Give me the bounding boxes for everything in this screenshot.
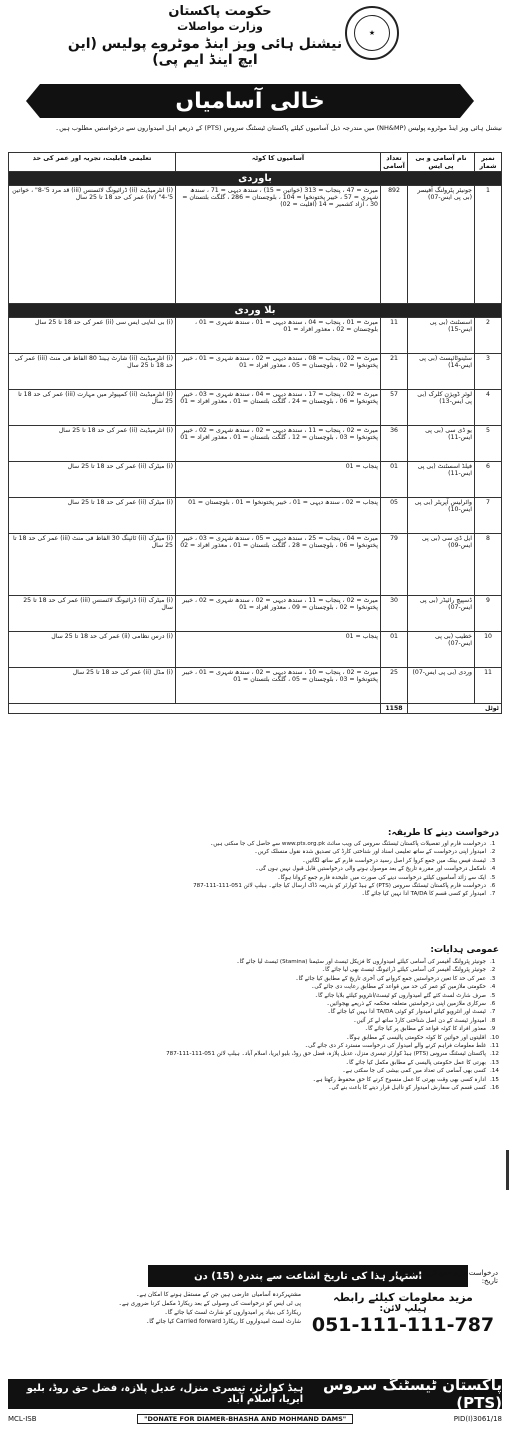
list-text: ادارہ کسی بھی وقت بھرتی کا عمل منسوخ کرنے کا حق محفوظ رکھتا ہے۔ — [312, 1076, 486, 1083]
list-number: 4. — [490, 984, 496, 991]
row-count: 01 — [381, 462, 408, 498]
total-empty — [9, 704, 381, 714]
government-title: حکومت پاکستان — [168, 4, 272, 19]
list-number: 7. — [490, 1009, 496, 1016]
row-sr: 4 — [475, 390, 502, 426]
row-qualification: (i) مڈل (ii) عمر کی حد 18 تا 25 سال — [9, 668, 176, 704]
row-post: خطیب (بی پی ایس-07) — [408, 632, 475, 668]
list-text: عمر کی حد کا تعین درخواستیں جمع کروانے کی آخری تاریخ کے مطابق کیا جائے گا۔ — [295, 975, 486, 982]
row-post: جونیئر پٹرولنگ آفیسر (بی پی ایس-07) — [408, 186, 475, 304]
row-count: 30 — [381, 596, 408, 632]
total-label: ٹوٹل — [408, 704, 502, 714]
row-sr: 5 — [475, 426, 502, 462]
list-number: 6. — [490, 883, 496, 890]
list-number: 2. — [490, 967, 496, 974]
list-number: 3. — [490, 975, 496, 982]
table-row — [9, 596, 502, 632]
row-qualification: (i) انٹرمیڈیٹ (ii) شارٹ ہینڈ 80 الفاظ فی منٹ (iii) عمر کی حد 18 تا 25 سال — [9, 354, 176, 390]
posts-table — [8, 152, 502, 714]
list-text: درخواست فارم اور تفصیلات پاکستان ٹیسٹنگ سروس کی ویب سائٹ www.pts.org.pk سے حاصل کی جا سکتی ہیں۔ — [209, 841, 486, 847]
list-text: سرکاری ملازمین اپنی درخواستیں متعلقہ محکمہ کے ذریعے بھجوائیں۔ — [326, 1001, 486, 1008]
list-number: 13. — [490, 1059, 499, 1066]
list-text: اقلیتوں اور خواتین کا کوٹہ حکومتی پالیسی کے مطابق ہوگا۔ — [346, 1034, 486, 1041]
bottom-section — [8, 1265, 502, 1377]
apply-step — [8, 840, 502, 848]
table-row — [9, 462, 502, 498]
list-number: 7. — [490, 891, 496, 898]
row-sr: 7 — [475, 498, 502, 534]
row-sr: 10 — [475, 632, 502, 668]
row-count: 05 — [381, 498, 408, 534]
list-number: 12. — [490, 1051, 499, 1058]
row-quota: پنجاب = 01 — [176, 632, 381, 668]
bottom-note: مشتہرکردہ آسامیاں عارضی ہیں جن کے مستقل ہونے کا امکان ہے۔ — [136, 1292, 301, 1298]
row-quota: میرٹ = 47 ، پنجاب = 313 (خواتین = 15) ، سندھ دیہی = 71 ، سندھ شہری = 57 ، خیبر پختونخوا = 104 ، بلوچستان = 286 ، گلگت بلتستان = 30 ، آزاد کشمیر = 14 (اقلیت = 02) — [176, 186, 381, 304]
list-number: 8. — [490, 1017, 496, 1024]
row-post: یو ڈی سی (بی پی ایس-11) — [408, 426, 475, 462]
table-row — [9, 186, 502, 304]
contact-title: مزید معلومات کیلئے رابطہ — [333, 1291, 473, 1304]
list-number: 1. — [490, 841, 496, 847]
row-quota: میرٹ = 02 ، پنجاب = 08 ، سندھ دیہی = 02 ، سندھ شہری = 01 ، خیبر پختونخوا = 02 ، بلوچستان = 05 ، معذور افراد = 01 — [176, 354, 381, 390]
row-count: 892 — [381, 186, 408, 304]
row-count: 01 — [381, 632, 408, 668]
instruction-item — [8, 1042, 502, 1050]
instruction-item — [8, 1059, 502, 1067]
list-number: 9. — [490, 1026, 496, 1033]
instruction-item — [8, 958, 502, 966]
row-qualification: (i) انٹرمیڈیٹ (ii) عمر کی حد 18 تا 25 سال — [9, 426, 176, 462]
instruction-item — [8, 1017, 502, 1025]
apply-step — [8, 882, 502, 890]
general-instructions-title: عمومی ہدایات: — [430, 945, 499, 955]
bottom-note: شارٹ لسٹ امیدواروں کا ریکارڈ Carried forward کیا جائے گا۔ — [145, 1319, 301, 1325]
row-sr: 8 — [475, 534, 502, 596]
list-number: 11. — [490, 1043, 499, 1050]
row-count: 79 — [381, 534, 408, 596]
row-quota: میرٹ = 02 ، پنجاب = 17 ، سندھ دیہی = 04 ، سندھ شہری = 03 ، خیبر پختونخوا = 06 ، بلوچستان = 24 ، گلگت بلتستان = 01 ، معذور افراد = 01 — [176, 390, 381, 426]
total-row — [9, 704, 502, 714]
table-row — [9, 390, 502, 426]
contact-box — [308, 1291, 498, 1336]
row-post: فیلڈ اسسٹنٹ (بی پی ایس-11) — [408, 462, 475, 498]
col-qualification: تعلیمی قابلیت، تجربہ اور عمر کی حد — [9, 153, 176, 172]
apply-step — [8, 865, 502, 873]
category-nonuniform — [9, 304, 502, 318]
col-count: تعداد آسامی — [381, 153, 408, 172]
bottom-note: پی ٹی ایس کو درخواست کی وصولی کے بعد ریکارڈ مکمل کرنا ضروری ہے۔ — [118, 1301, 301, 1307]
list-text: درخواست فارم پاکستان ٹیسٹنگ سروس (PTS) کے ہیڈ کوارٹر کو بذریعہ ڈاک ارسال کیا جائے۔ ہیلپ لائن 051-111-111-787 — [193, 883, 486, 890]
category-uniform — [9, 172, 502, 186]
category-nonuniform-label: بلا وردی — [9, 304, 502, 318]
list-number: 1. — [490, 959, 496, 965]
list-text: کسی قسم کی سفارش امیدوار کو نااہل قرار دینے کا باعث بنے گی۔ — [328, 1085, 486, 1092]
list-number: 5. — [490, 874, 496, 881]
list-text: امیدوار کو کسی قسم کا TA/DA ادا نہیں کیا جائے گا۔ — [361, 891, 486, 898]
row-quota: میرٹ = 02 ، پنجاب = 11 ، سندھ دیہی = 02 ، سندھ شہری = 02 ، خیبر پختونخوا = 02 ، بلوچستان = 09 ، معذور افراد = 01 — [176, 596, 381, 632]
list-text: غلط معلومات فراہم کرنے والے امیدوار کی درخواست مسترد کر دی جائے گی۔ — [304, 1043, 486, 1050]
row-qualification: (i) انٹرمیڈیٹ (ii) ڈرائیونگ لائسنس (iii) قد مرد 5'-8" ، خواتین 5'-4" (iv) عمر کی حد 18 تا 25 سال — [9, 186, 176, 304]
instruction-item — [8, 1067, 502, 1075]
list-text: نامکمل درخواست اور مقررہ تاریخ کے بعد موصول ہونے والی درخواستیں قابل قبول نہیں ہوں گی۔ — [255, 866, 486, 873]
list-number: 2. — [490, 849, 496, 856]
row-quota: پنجاب = 02 ، سندھ دیہی = 01 ، خیبر پختونخوا = 01 ، بلوچستان = 01 — [176, 498, 381, 534]
category-uniform-label: باوردی — [9, 172, 502, 186]
apply-step — [8, 874, 502, 882]
last-date-label: درخواست فارم جمع کروانے کی آخری تاریخ: — [389, 1269, 498, 1285]
intro-text: نیشنل ہائی ویز اینڈ موٹروے پولیس (NH&MP) میں مندرجہ ذیل آسامیوں کیلئے پاکستان ٹیسٹنگ سروس (PTS) کے ذریعے اہل امیدواروں سے درخواستیں مطلوب ہیں۔ — [55, 124, 502, 132]
pid-code: PID(I)3061/18 — [453, 1415, 502, 1423]
nhmp-logo — [345, 6, 399, 60]
instruction-item — [8, 1076, 502, 1084]
last-date-banner: اشتہار ہذا کی تاریخ اشاعت سے پندرہ (15) دن — [148, 1265, 468, 1287]
table-header-row — [9, 153, 502, 172]
instruction-item — [8, 992, 502, 1000]
list-number: 10. — [490, 1034, 499, 1041]
list-text: بھرتی کا عمل حکومتی پالیسی کے مطابق مکمل کیا جائے گا۔ — [345, 1059, 486, 1066]
table-row — [9, 498, 502, 534]
list-number: 14. — [490, 1068, 499, 1075]
vacancies-banner: خالی آسامیاں — [40, 84, 460, 118]
table-row — [9, 534, 502, 596]
nhmp-title: نیشنل ہائی ویز اینڈ موٹروے پولیس (این ایچ اینڈ ایم پی) — [67, 36, 343, 68]
list-text: کسی بھی آسامی کی تعداد میں کمی بیشی کی جا سکتی ہے۔ — [342, 1068, 486, 1075]
pts-name: پاکستان ٹیسٹنگ سروس (PTS) — [323, 1376, 502, 1412]
bottom-note: ریکارڈ کی بنیاد پر امیدواروں کو شارٹ لسٹ کیا جائے گا۔ — [164, 1310, 301, 1316]
row-quota: میرٹ = 02 ، پنجاب = 11 ، سندھ دیہی = 02 ، سندھ شہری = 02 ، خیبر پختونخوا = 03 ، بلوچستان = 12 ، گلگت بلتستان = 01 ، معذور افراد = 01 — [176, 426, 381, 462]
list-number: 3. — [490, 857, 496, 864]
table-row — [9, 426, 502, 462]
col-sr: نمبر شمار — [475, 153, 502, 172]
row-sr: 11 — [475, 668, 502, 704]
row-sr: 9 — [475, 596, 502, 632]
list-number: 6. — [490, 1001, 496, 1008]
row-post: سٹینوٹائپسٹ (بی پی ایس-14) — [408, 354, 475, 390]
table-row — [9, 354, 502, 390]
row-sr: 3 — [475, 354, 502, 390]
instruction-item — [8, 983, 502, 991]
donate-slogan: "DONATE FOR DIAMER-BHASHA AND MOHMAND DAMS" — [137, 1414, 353, 1424]
row-post: لوئر ڈویژن کلرک (بی پی ایس-13) — [408, 390, 475, 426]
row-qualification: (i) درس نظامی (ii) عمر کی حد 18 تا 25 سال — [9, 632, 176, 668]
instruction-item — [8, 1008, 502, 1016]
list-text: معذور افراد کا کوٹہ قواعد کے مطابق پر کیا جائے گا۔ — [364, 1026, 486, 1033]
how-to-apply-list — [8, 840, 502, 899]
instruction-item — [8, 975, 502, 983]
list-number: 5. — [490, 992, 496, 999]
row-count: 36 — [381, 426, 408, 462]
row-qualification: (i) انٹرمیڈیٹ (ii) کمپیوٹر میں مہارت (iii) عمر کی حد 18 تا 25 سال — [9, 390, 176, 426]
instruction-item — [8, 1034, 502, 1042]
bottom-notes — [16, 1291, 301, 1327]
ad-header — [0, 0, 509, 80]
list-text: صرف شارٹ لسٹ کئے گئے امیدواروں کو ٹیسٹ/انٹرویو کیلئے بلایا جائے گا۔ — [314, 992, 486, 999]
ministry-title: وزارت مواصلات — [177, 20, 263, 33]
row-post: ڈسپیچ رائیڈر (بی پی ایس-07) — [408, 596, 475, 632]
apply-step — [8, 857, 502, 865]
row-qualification: (i) میٹرک (ii) عمر کی حد 18 تا 25 سال — [9, 498, 176, 534]
mcl-code: MCL-ISB — [8, 1415, 37, 1423]
table-row — [9, 632, 502, 668]
list-text: امیدوار ٹیسٹ کے دن اصل شناختی کارڈ ساتھ لے کر آئیں۔ — [353, 1017, 486, 1024]
row-count: 11 — [381, 318, 408, 354]
row-sr: 6 — [475, 462, 502, 498]
row-count: 21 — [381, 354, 408, 390]
row-qualification: (i) میٹرک (ii) عمر کی حد 18 تا 25 سال — [9, 462, 176, 498]
row-count: 57 — [381, 390, 408, 426]
instruction-item — [8, 1025, 502, 1033]
list-text: جونیئر پٹرولنگ آفیسر کی آسامی کیلئے امیدواروں کا فزیکل ٹیسٹ اور سٹیمنا (Stamina) ٹیسٹ لیا جائے گا۔ — [236, 959, 486, 965]
list-text: پاکستان ٹیسٹنگ سروس (PTS) ہیڈ کوارٹر تیسری منزل، عدیل پلازہ، فضل حق روڈ، بلیو ایریا، اسلام آباد۔ ہیلپ لائن 051-111-111-787 — [166, 1051, 486, 1058]
list-number: 15. — [490, 1076, 499, 1083]
list-text: ٹیسٹ اور انٹرویو کیلئے امیدوار کو کوئی TA/DA ادا نہیں کیا جائے گا۔ — [327, 1009, 486, 1016]
instruction-item — [8, 1050, 502, 1058]
pts-footer — [8, 1376, 502, 1412]
table-row — [9, 318, 502, 354]
list-text: ایک سے زائد آسامیوں کیلئے درخواست دینے کی صورت میں علیحدہ فارم جمع کروانا ہوگا۔ — [277, 874, 486, 881]
row-post: وردی (بی پی ایس-07) — [408, 668, 475, 704]
row-post: اسسٹنٹ (بی پی ایس-15) — [408, 318, 475, 354]
logo-inner: ★ — [354, 15, 390, 51]
row-qualification: (i) میٹرک (ii) ڈرائیونگ لائسنس (iii) عمر کی حد 18 تا 25 سال — [9, 596, 176, 632]
row-post: ایل ڈی سی (بی پی ایس-09) — [408, 534, 475, 596]
instruction-item — [8, 1000, 502, 1008]
apply-step — [8, 848, 502, 856]
list-number: 16. — [490, 1085, 499, 1092]
row-sr: 2 — [475, 318, 502, 354]
list-text: جونیئر پٹرولنگ آفیسر کی آسامی کیلئے ڈرائیونگ ٹیسٹ بھی لیا جائے گا۔ — [321, 967, 486, 974]
col-post: نام آسامی و بی پی ایس — [408, 153, 475, 172]
row-count: 25 — [381, 668, 408, 704]
footer-line — [8, 1412, 502, 1426]
row-sr: 1 — [475, 186, 502, 304]
general-instructions-list — [8, 958, 502, 1093]
apply-step — [8, 890, 502, 898]
row-qualification: (i) میٹرک (ii) ٹائپنگ 30 الفاظ فی منٹ (iii) عمر کی حد 18 تا 25 سال — [9, 534, 176, 596]
row-quota: میرٹ = 04 ، پنجاب = 25 ، سندھ دیہی = 05 ، سندھ شہری = 03 ، خیبر پختونخوا = 06 ، بلوچستان = 28 ، گلگت بلتستان = 01 ، معذور افراد = 02 — [176, 534, 381, 596]
how-to-apply-title: درخواست دینے کا طریقہ: — [387, 828, 499, 838]
list-text: امیدوار اپنی درخواست کے ساتھ تعلیمی اسناد اور شناختی کارڈ کی تصدیق شدہ نقول منسلک کریں۔ — [254, 849, 486, 856]
table-row — [9, 668, 502, 704]
list-text: حکومتی ملازمین کو عمر کی حد میں قواعد کے مطابق رعایت دی جائے گی۔ — [311, 984, 486, 991]
row-quota: میرٹ = 01 ، پنجاب = 04 ، سندھ دیہی = 01 ، سندھ شہری = 01 ، بلوچستان = 02 ، معذور افراد = 01 — [176, 318, 381, 354]
instruction-item — [8, 1084, 502, 1092]
helpline-label: ہیلپ لائن: — [379, 1304, 427, 1314]
row-quota: میرٹ = 02 ، پنجاب = 10 ، سندھ دیہی = 02 ، سندھ شہری = 01 ، خیبر پختونخوا = 03 ، بلوچستان = 05 ، گلگت بلتستان = 01 — [176, 668, 381, 704]
helpline-phone[interactable]: 051-111-111-787 — [311, 1314, 495, 1336]
col-quota: آسامیوں کا کوٹہ — [176, 153, 381, 172]
row-quota: پنجاب = 01 — [176, 462, 381, 498]
instruction-item — [8, 966, 502, 974]
list-text: ٹیسٹ فیس بینک میں جمع کروا کر اصل رسید درخواست فارم کے ساتھ لگائیں۔ — [302, 857, 486, 864]
list-number: 4. — [490, 866, 496, 873]
pts-address: ہیڈ کوارٹر، تیسری منزل، عدیل پلازہ، فضل حق روڈ، بلیو ایریا، اسلام آباد — [26, 1383, 304, 1405]
total-value: 1158 — [381, 704, 408, 714]
row-qualification: (i) بی اے/بی ایس سی (ii) عمر کی حد 18 تا 25 سال — [9, 318, 176, 354]
row-post: وائرلیس آپریٹر (بی پی ایس-10) — [408, 498, 475, 534]
